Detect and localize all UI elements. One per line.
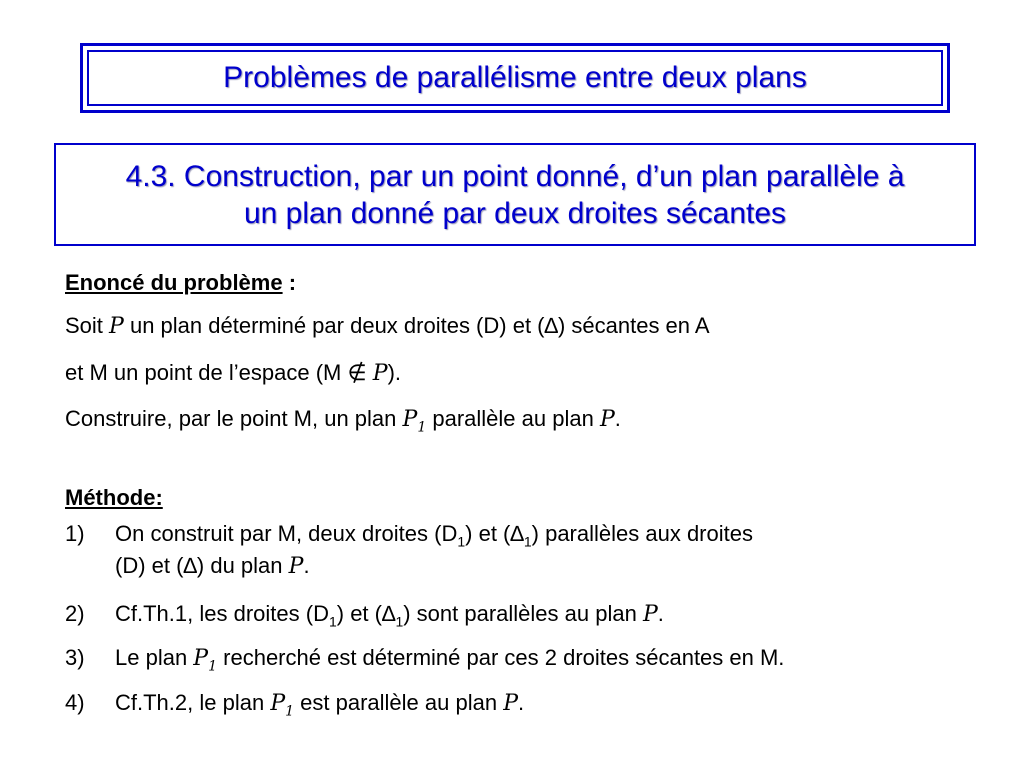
enonce-line-2 [65, 360, 401, 386]
plane-symbol: P [402, 407, 418, 432]
text-segment: . [303, 553, 310, 578]
page-title: Problèmes de parallélisme entre deux plans [223, 61, 807, 94]
methode-item-4 [65, 690, 1005, 720]
text-segment: Cf.Th.1, les droites (D [115, 601, 329, 626]
subscript: 1 [285, 703, 295, 720]
subtitle-box [54, 143, 976, 246]
text-segment: ) sont parallèles au plan [403, 601, 643, 626]
subscript: 1 [523, 533, 532, 550]
plane-symbol: P [288, 554, 304, 579]
methode-heading: Méthode: [65, 485, 163, 510]
text-segment: Soit [65, 313, 110, 338]
title-box [80, 43, 950, 113]
text-segment: Cf.Th.2, le plan [115, 690, 271, 715]
subscript: 1 [328, 613, 337, 630]
item-text-line-2 [115, 553, 310, 579]
methode-item-2 [65, 601, 1005, 631]
enonce-line-1 [65, 313, 710, 339]
plane-symbol: P [193, 646, 209, 671]
plane-symbol: P [270, 691, 286, 716]
item-text [115, 690, 524, 719]
plane-symbol: P [599, 407, 615, 432]
enonce-heading-line [65, 270, 296, 296]
text-segment: Construire, par le point M, un plan [65, 406, 403, 431]
methode-item-3 [65, 645, 1005, 675]
subtitle-line-1: 4.3. Construction, par un point donné, d’un plan parallèle à [125, 159, 905, 193]
enonce-heading: Enoncé du problème [65, 270, 283, 295]
text-segment: un plan déterminé par deux droites (D) et (∆) sécantes en A [123, 313, 710, 338]
subscript: 1 [417, 419, 427, 436]
text-segment: et M un point de l’espace (M [65, 360, 348, 385]
title-inner-border [87, 50, 943, 106]
item-text [115, 601, 664, 629]
item-text [115, 645, 784, 674]
item-number: 2) [65, 601, 85, 626]
plane-symbol: P [503, 691, 518, 716]
text-segment: ) parallèles aux droites [531, 521, 753, 546]
text-segment: . [614, 406, 621, 431]
text-segment: On construit par M, deux droites (D [115, 521, 458, 546]
text-segment: . [657, 601, 664, 626]
not-in-symbol: ∉ [347, 360, 367, 385]
item-number: 4) [65, 690, 85, 715]
plane-symbol: P [642, 602, 658, 627]
text-segment: recherché est déterminé par ces 2 droites sécantes en M. [217, 645, 785, 670]
item-number: 1) [65, 521, 85, 546]
enonce-colon: : [282, 270, 297, 295]
text-segment: ) et (∆ [336, 601, 396, 626]
text-segment: . [518, 690, 525, 715]
text-segment: est parallèle au plan [294, 690, 504, 715]
plane-symbol: P [109, 314, 124, 339]
item-text-line-1 [115, 521, 753, 549]
plane-symbol: P [372, 361, 388, 386]
item-number: 3) [65, 645, 85, 670]
subscript: 1 [208, 658, 218, 675]
subscript: 1 [457, 533, 466, 550]
methode-item-1 [65, 521, 1005, 581]
text-segment: (D) et (∆) du plan [115, 553, 289, 578]
enonce-line-3 [65, 406, 621, 435]
text-segment: ). [387, 360, 402, 385]
text-segment: Le plan [115, 645, 194, 670]
text-segment: parallèle au plan [426, 406, 600, 431]
text-segment: ) et (∆ [465, 521, 524, 546]
subscript: 1 [395, 613, 404, 630]
subtitle-line-2: un plan donné par deux droites sécantes [243, 196, 787, 230]
